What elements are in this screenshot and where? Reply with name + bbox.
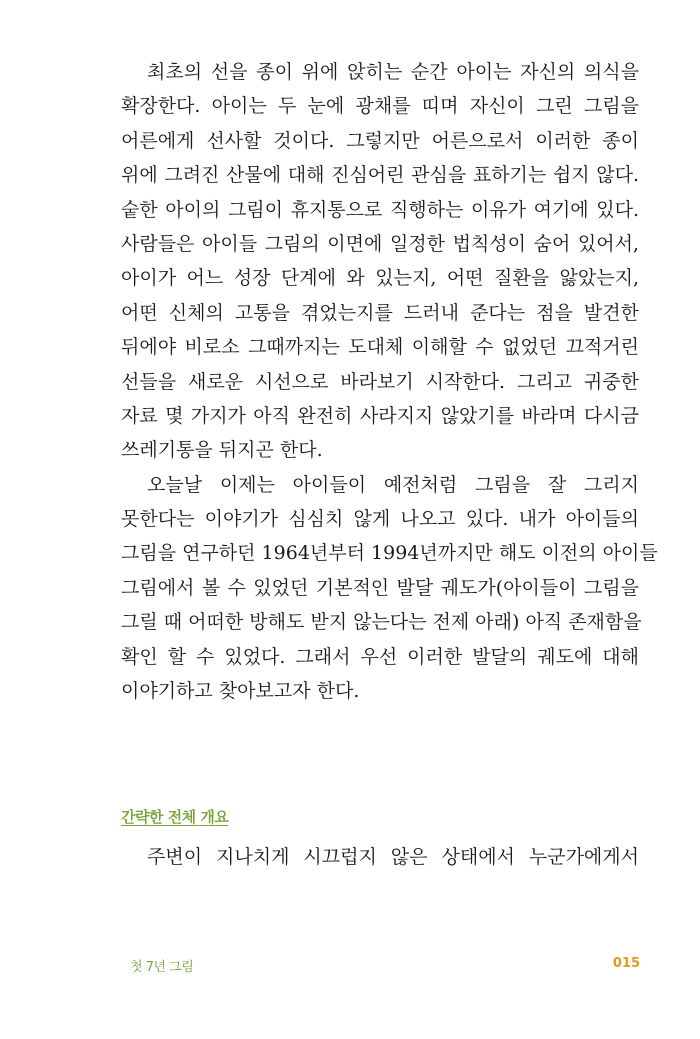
text-line: 이야기하고 찾아보고자 한다. bbox=[121, 680, 360, 703]
paragraph-1 bbox=[121, 55, 639, 468]
text-line: 뒤에야 비로소 그때까지는 도대체 이해할 수 없었던 끄적거린 bbox=[121, 336, 639, 359]
running-footer-title: 첫 7년 그림 bbox=[130, 960, 194, 975]
text-line: 사람들은 아이들 그림의 이면에 일정한 법칙성이 숨어 있어서, bbox=[121, 232, 639, 255]
text-line: 어른에게 선사할 것이다. 그렇지만 어른으로서 이러한 종이 bbox=[121, 129, 639, 152]
paragraph-3 bbox=[121, 840, 639, 874]
text-line: 확장한다. 아이는 두 눈에 광채를 띠며 자신이 그린 그림을 bbox=[121, 95, 639, 118]
text-line: 주변이 지나치게 시끄럽지 않은 상태에서 누군가에게서 bbox=[147, 846, 639, 868]
text-line: 그림을 연구하던 1964년부터 1994년까지만 해도 이전의 아이들 bbox=[121, 542, 658, 565]
section-heading: 간략한 전체 개요 bbox=[121, 808, 229, 826]
text-line: 그림에서 볼 수 있었던 기본적인 발달 궤도가(아이들이 그림을 bbox=[121, 576, 639, 599]
text-line: 쓰레기통을 뒤지곤 한다. bbox=[121, 439, 323, 462]
paragraph-2 bbox=[121, 468, 658, 709]
text-line: 위에 그려진 산물에 대해 진심어린 관심을 표하기는 쉽지 않다. bbox=[121, 164, 639, 187]
body-text bbox=[121, 55, 658, 708]
text-line: 최초의 선을 종이 위에 앉히는 순간 아이는 자신의 의식을 bbox=[147, 61, 639, 83]
text-line: 확인 할 수 있었다. 그래서 우선 이러한 발달의 궤도에 대해 bbox=[121, 645, 639, 668]
text-line: 자료 몇 가지가 아직 완전히 사라지지 않았기를 바라며 다시금 bbox=[121, 404, 639, 427]
text-line: 선들을 새로운 시선으로 바라보기 시작한다. 그리고 귀중한 bbox=[121, 370, 639, 393]
text-line: 숱한 아이의 그림이 휴지통으로 직행하는 이유가 여기에 있다. bbox=[121, 198, 639, 221]
text-line: 아이가 어느 성장 단계에 와 있는지, 어떤 질환을 앓았는지, bbox=[121, 267, 639, 290]
text-line: 어떤 신체의 고통을 겪었는지를 드러내 준다는 점을 발견한 bbox=[121, 301, 639, 324]
text-line: 그릴 때 어떠한 방해도 받지 않는다는 전제 아래) 아직 존재함을 bbox=[121, 611, 642, 634]
text-line: 못한다는 이야기가 심심치 않게 나오고 있다. 내가 아이들의 bbox=[121, 508, 639, 531]
text-line: 오늘날 이제는 아이들이 예전처럼 그림을 잘 그리지 bbox=[147, 473, 639, 496]
page-number: 015 bbox=[612, 956, 640, 971]
